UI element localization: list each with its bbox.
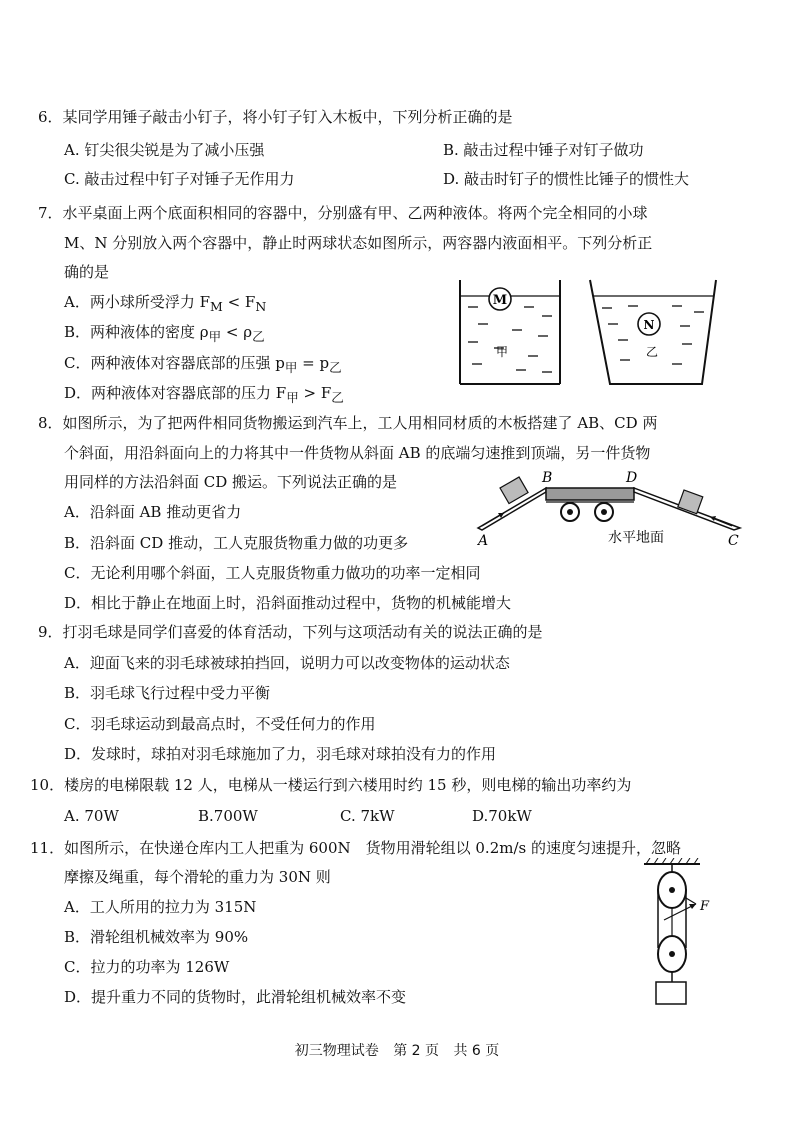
q9-option-b: B．羽毛球飞行过程中受力平衡 xyxy=(64,684,271,702)
truck-bed xyxy=(546,488,634,500)
pull-rope xyxy=(686,898,696,904)
footer-title: 初三物理试卷 xyxy=(294,1043,379,1059)
cargo-box xyxy=(656,982,686,1004)
q7-stem-line-1: 7．水平桌面上两个底面积相同的容器中，分别盛有甲、乙两种液体。将两个完全相同的小球 xyxy=(38,204,648,222)
point-c-label: C xyxy=(728,533,739,548)
q11-option-b: B．滑轮组机械效率为 90% xyxy=(64,928,249,946)
q11-pulley-figure xyxy=(636,858,726,1008)
q7-containers-figure xyxy=(450,272,720,390)
q11-stem-line-2: 摩擦及绳重，每个滑轮的重力为 30N 则 xyxy=(64,868,331,886)
q6-option-c: C. 敲击过程中钉子对锤子无作用力 xyxy=(64,170,295,188)
q8-option-a: A．沿斜面 AB 推动更省力 xyxy=(64,503,242,521)
q9-stem: 9．打羽毛球是同学们喜爱的体育活动，下列与这项活动有关的说法正确的是 xyxy=(38,623,543,641)
ball-n-label: N xyxy=(643,318,655,332)
q8-option-b: B．沿斜面 CD 推动，工人克服货物重力做的功更多 xyxy=(64,534,409,552)
q6-stem: 6．某同学用锤子敲击小钉子，将小钉子钉入木板中，下列分析正确的是 xyxy=(38,108,513,126)
cargo-ab xyxy=(500,477,528,504)
liquid-left-label: 甲 xyxy=(495,345,509,359)
q10-option-c: C. 7kW xyxy=(340,807,395,825)
q10-option-a: A. 70W xyxy=(64,807,119,825)
q11-option-d: D．提升重力不同的货物时，此滑轮组机械效率不变 xyxy=(64,988,407,1006)
liquid-right-label: 乙 xyxy=(645,345,659,359)
container-left xyxy=(460,280,560,384)
q7-option-a: A．两小球所受浮力 $F_M < F_N$ xyxy=(64,293,267,314)
q9-option-c: C．羽毛球运动到最高点时，不受任何力的作用 xyxy=(64,715,376,733)
point-b-label: B xyxy=(542,470,553,486)
q10-option-d: D.70kW xyxy=(472,807,532,825)
q8-option-d: D．相比于静止在地面上时，沿斜面推动过程中，货物的机械能增大 xyxy=(64,594,512,612)
q7-option-b: B．两种液体的密度 $\rho_甲 < \rho_乙$ xyxy=(64,323,265,344)
q10-stem: 10．楼房的电梯限载 12 人，电梯从一楼运行到六楼用时约 15 秒，则电梯的输出功率约为 xyxy=(30,776,632,794)
page-footer xyxy=(0,1042,794,1060)
footer-page-number: 第 2 页 xyxy=(393,1043,439,1059)
q8-stem-line-1: 8．如图所示，为了把两件相同货物搬运到汽车上，工人用相同材质的木板搭建了 AB、CD 两 xyxy=(38,414,658,432)
q8-incline-figure xyxy=(470,468,750,548)
q9-option-d: D．发球时，球拍对羽毛球施加了力，羽毛球对球拍没有力的作用 xyxy=(64,745,497,763)
q6-option-b: B. 敲击过程中锤子对钉子做功 xyxy=(443,141,644,159)
q6-option-d: D. 敲击时钉子的惯性比锤子的惯性大 xyxy=(443,170,690,188)
q7-stem-line-3: 确的是 xyxy=(64,263,110,281)
q6-option-a: A. 钉尖很尖锐是为了减小压强 xyxy=(64,141,265,159)
q8-option-c: C．无论利用哪个斜面，工人克服货物重力做功的功率一定相同 xyxy=(64,564,481,582)
q9-option-a: A．迎面飞来的羽毛球被球拍挡回，说明力可以改变物体的运动状态 xyxy=(64,654,510,672)
point-a-label: A xyxy=(478,533,489,548)
q8-stem-line-2: 个斜面，用沿斜面向上的力将其中一件货物从斜面 AB 的底端匀速推到顶端，另一件货物 xyxy=(64,444,651,462)
q8-stem-line-3: 用同样的方法沿斜面 CD 搬运。下列说法正确的是 xyxy=(64,473,398,491)
q11-stem-line-1: 11．如图所示，在快递仓库内工人把重为 600N 货物用滑轮组以 0.2m/s 的速度匀速提升，忽略 xyxy=(30,839,681,857)
q7-stem-line-2: M、N 分别放入两个容器中，静止时两球状态如图所示，两容器内液面相平。下列分析正 xyxy=(64,234,653,252)
q10-option-b: B.700W xyxy=(198,807,258,825)
ball-m-label: M xyxy=(492,293,508,308)
ground-label: 水平地面 xyxy=(608,530,664,546)
q11-option-a: A．工人所用的拉力为 315N xyxy=(64,898,257,916)
q11-option-c: C．拉力的功率为 126W xyxy=(64,958,230,976)
force-f-label: F xyxy=(700,899,710,914)
container-right xyxy=(590,280,716,384)
point-d-label: D xyxy=(626,470,638,486)
footer-total-pages: 共 6 页 xyxy=(453,1043,500,1059)
q7-option-c: C．两种液体对容器底部的压强 $p_甲 = p_乙$ xyxy=(64,354,342,375)
q7-option-d: D．两种液体对容器底部的压力 $F_甲 > F_乙$ xyxy=(64,384,344,405)
